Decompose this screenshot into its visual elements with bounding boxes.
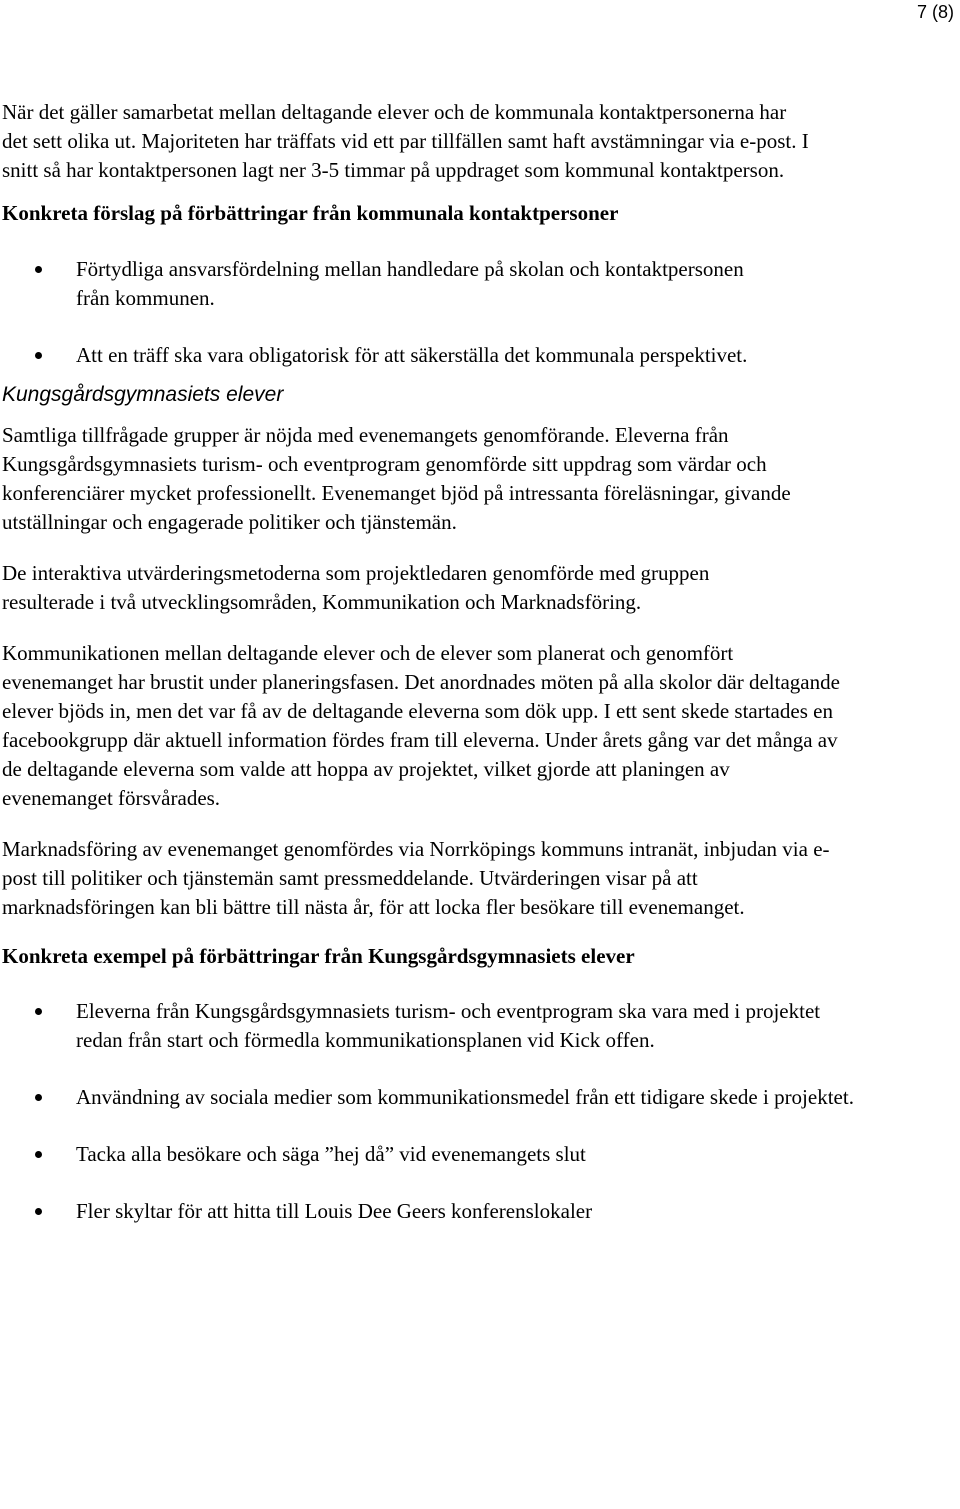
list-item: [2, 255, 756, 313]
list-item: [2, 1083, 876, 1112]
bullet-icon: [35, 1094, 42, 1101]
list-item: [2, 341, 796, 370]
list-item: [2, 1197, 876, 1226]
page-number: 7 (8): [916, 2, 954, 22]
section-heading-student-suggestions: Konkreta exempel på förbättringar från Kungsgårdsgymnasiets elever: [2, 944, 635, 968]
paragraph: Marknadsföring av evenemanget genomfördes via Norrköpings kommuns intranät, inbjudan via e-post till politiker och tjänstemän samt pressmeddelande. Utvärderingen visar på att marknadsföringen kan bli bättre till nästa år, för att locka fler besökare till evenemanget.: [2, 837, 830, 919]
list-item-text: Tacka alla besökare och säga ”hej då” vid evenemangets slut: [76, 1142, 586, 1166]
bullet-icon: [35, 352, 42, 359]
student-suggestions-list: [2, 997, 952, 1226]
section-heading-students: Kungsgårdsgymnasiets elever: [2, 383, 284, 406]
list-item-text: Fler skyltar för att hitta till Louis Dee Geers konferenslokaler: [76, 1199, 593, 1223]
paragraph: Kommunikationen mellan deltagande elever och de elever som planerat och genomfört evenemanget har brustit under planeringsfasen. Det anordnades möten på alla skolor där deltagande elever bjöds in, men det var få av de deltagande eleverna som dök upp. I ett sent skede startades en facebookgrupp där aktuell information fördes fram till eleverna. Under årets gång var det många av de deltagande eleverna som valde att hoppa av projektet, vilket gjorde att planingen av evenemanget försvårades.: [2, 641, 840, 810]
intro-paragraph: När det gäller samarbetat mellan deltagande elever och de kommunala kontaktpersonerna har det sett olika ut. Majoriteten har träffats vid ett par tillfällen samt haft avstämningar via e-post. I snitt så har kontaktpersonen lagt ner 3-5 timmar på uppdraget som kommunal kontaktperson.: [2, 100, 809, 182]
list-item: [2, 997, 866, 1055]
paragraph: Samtliga tillfrågade grupper är nöjda med evenemangets genomförande. Eleverna från Kungsgårdsgymnasiets turism- och eventprogram genomförde sitt uppdrag som värdar och konferenciärer mycket professionellt. Evenemanget bjöd på intressanta föreläsningar, givande utställningar och engagerade politiker och tjänstemän.: [2, 423, 791, 534]
list-item-text: Att en träff ska vara obligatorisk för att säkerställa det kommunala perspektivet.: [76, 343, 748, 367]
contact-person-suggestions-list: [2, 255, 952, 370]
list-item-text: Eleverna från Kungsgårdsgymnasiets turism- och eventprogram ska vara med i projektet redan från start och förmedla kommunikationsplanen vid Kick offen.: [76, 999, 821, 1052]
section-heading-contact-persons: Konkreta förslag på förbättringar från kommunala kontaktpersoner: [2, 201, 619, 225]
bullet-icon: [35, 1008, 42, 1015]
list-item-text: Användning av sociala medier som kommunikationsmedel från ett tidigare skede i projektet.: [76, 1085, 854, 1109]
bullet-icon: [35, 1208, 42, 1215]
bullet-icon: [35, 266, 42, 273]
list-item: [2, 1140, 876, 1169]
bullet-icon: [35, 1151, 42, 1158]
list-item-text: Förtydliga ansvarsfördelning mellan handledare på skolan och kontaktpersonen från kommunen.: [76, 257, 744, 310]
document-body: [2, 98, 952, 1226]
paragraph: De interaktiva utvärderingsmetoderna som projektledaren genomförde med gruppen resulterade i två utvecklingsområden, Kommunikation och Marknadsföring.: [2, 561, 710, 614]
